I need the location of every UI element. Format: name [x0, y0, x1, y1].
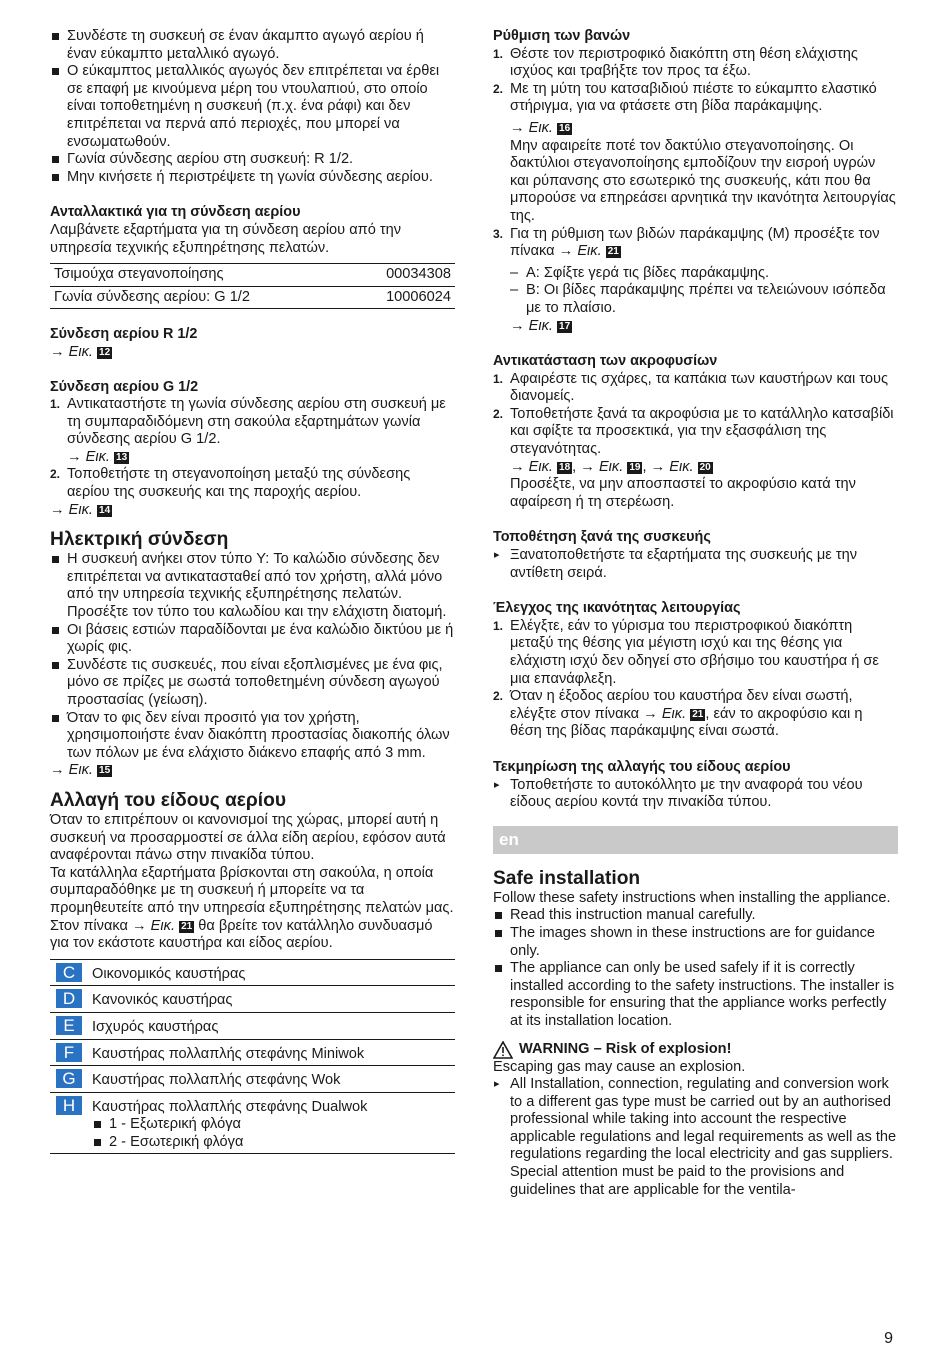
language-bar: en [493, 826, 898, 854]
step-text: Τοποθετήστε ξανά τα ακροφύσια με το κατάλληλο κατσαβίδι και σφίξτε τα προσεκτικά, για την εξασφάλιση της στεγανότητας. [510, 405, 894, 458]
table-row [50, 959, 455, 986]
fig-label: Εικ. [85, 448, 110, 465]
fig-label: Εικ. [150, 917, 175, 934]
electric-bullets [50, 551, 455, 762]
step-text: Αντικαταστήστε τη γωνία σύνδεσης αερίου στη συσκευή με τη συμπαραδιδόμενη στη σακούλα εξαρτημάτων γωνία σύνδεσης αερίου G 1/2. [67, 396, 446, 448]
step-number: 2. [493, 406, 504, 421]
fig-badge: 14 [99, 504, 111, 516]
fig-ref [50, 762, 455, 780]
burner-letter: F [56, 1043, 82, 1062]
valves-dash-list [493, 265, 898, 318]
warning-heading [493, 1041, 898, 1059]
step-note: Μην αφαιρείτε ποτέ τον δακτύλιο στεγανοποίησης. Οι δακτύλιοι στεγανοποίησης εμποδίζουν την εισροή υγρών και ρύπανσης στο εσωτερικό της συσκευής, κάτι που θα μπορούσε να επηρεάσει αρνητικά την ικανότητα λειτουργίας της. [510, 137, 896, 224]
arrow-icon: → [510, 458, 525, 475]
fig-label: Εικ. [528, 119, 553, 136]
arrow-icon: → [67, 448, 82, 465]
warning-title: WARNING – Risk of explosion! [519, 1040, 732, 1057]
list-item [493, 406, 898, 512]
gas-change-heading: Αλλαγή του είδους αερίου [50, 789, 286, 811]
table-row [50, 986, 455, 1013]
list-item: – A: Σφίξτε γερά τις βίδες παράκαμψης. [493, 265, 898, 283]
fig-badge: 21 [607, 246, 619, 258]
check-steps [493, 618, 898, 741]
nozzles-heading: Αντικατάσταση των ακροφυσίων [493, 353, 718, 370]
arrow-icon: → [650, 458, 666, 475]
step-text: Ελέγξτε, εάν το γύρισμα του περιστροφικού διακόπτη μεταξύ της θέσης για μέγιστη ισχύ και της θέσης για ελάχιστη ισχύ δεν οδηγεί στο σβήσιμο του καυστήρα ή σε μια επανάφλεξη. [510, 617, 879, 687]
table-cell: 10006024 [348, 286, 455, 309]
gas-change-paragraph: Όταν το επιτρέπουν οι κανονισμοί της χώρας, μπορεί αυτή η συσκευή να προσαρμοστεί σε άλλα είδη αερίου, εφόσον αυτά αναφέρονται πάνω στην πινακίδα τύπου. [50, 811, 446, 864]
burner-name: Κανονικός καυστήρας [92, 992, 233, 1009]
table-cell: Γωνία σύνδεσης αερίου: G 1/2 [50, 286, 348, 309]
list-item: Συνδέστε τη συσκευή σε έναν άκαμπτο αγωγό αερίου ή έναν εύκαμπτο μεταλλικό αγωγό. [50, 28, 455, 63]
safe-intro: Follow these safety instructions when installing the appliance. [493, 889, 891, 906]
left-column [50, 28, 455, 1154]
list-item: Γωνία σύνδεσης αερίου στη συσκευή: R 1/2. [50, 151, 455, 169]
dualwok-sublist [92, 1116, 455, 1151]
spares-text: Λαμβάνετε εξαρτήματα για τη σύνδεση αερίου από την υπηρεσία τεχνικής εξυπηρέτησης πελατών. [50, 221, 402, 256]
burner-letter: D [56, 989, 82, 1008]
burner-name: Καυστήρας πολλαπλής στεφάνης Wok [92, 1072, 341, 1089]
fig-ref: → Εικ. 18 , → Εικ. 19 , → Εικ. 20 [510, 458, 711, 475]
fig-badge: 16 [559, 122, 571, 134]
fig-badge: 12 [99, 346, 111, 358]
list-item: Όταν το φις δεν είναι προσιτό για τον χρήστη, χρησιμοποιήστε έναν διακόπτη προστασίας διακοπής όλων των πόλων με ένα ελάχιστο διάκενο επαφής από 3 mm. [50, 710, 455, 763]
doc-list [493, 777, 898, 812]
list-item [493, 81, 898, 226]
fig-ref [67, 449, 129, 465]
arrow-icon: → [50, 501, 65, 518]
burners-table [50, 959, 455, 1155]
arrow-icon: → [580, 458, 595, 475]
arrow-icon: → [558, 243, 574, 260]
list-item [493, 226, 898, 261]
right-column [493, 28, 898, 1199]
fig-label: Εικ. [528, 458, 553, 475]
fig-ref [510, 120, 898, 138]
step-number: 1. [493, 618, 504, 633]
step-number: 1. [493, 46, 504, 61]
fig-badge: 20 [699, 461, 711, 473]
list-item: Ο εύκαμπτος μεταλλικός αγωγός δεν επιτρέπεται να έρθει σε επαφή με κινούμενα μέρη του ντουλαπιού, στο οποίο είναι τοποθετημένη η συσκευή (π.χ. ένα ράφι) και δεν επιτρέπεται να περνά από περιοχές, που μπορεί να ενσωματωθούν. [50, 63, 455, 151]
fig-label: Εικ. [598, 458, 624, 475]
table-row [50, 1039, 455, 1066]
gas-connection-bullets [50, 28, 455, 186]
list-item [493, 371, 898, 406]
table-row [50, 286, 455, 309]
valves-heading: Ρύθμιση των βανών [493, 28, 631, 44]
reinstall-list [493, 547, 898, 582]
list-item: Read this instruction manual carefully. [493, 907, 898, 925]
list-item: Οι βάσεις εστιών παραδίδονται με ένα καλώδιο δικτύου με ή χωρίς φις. [50, 622, 455, 657]
list-item [493, 688, 898, 741]
fig-badge: 17 [559, 320, 571, 332]
fig-label: Εικ. [68, 501, 93, 518]
fig-badge: 15 [99, 765, 111, 777]
r12-heading: Σύνδεση αερίου R 1/2 [50, 326, 198, 343]
table-cell: Τσιμούχα στεγανοποίησης [50, 264, 348, 287]
list-item [493, 618, 898, 688]
g12-heading: Σύνδεση αερίου G 1/2 [50, 378, 199, 395]
list-item: Συνδέστε τις συσκευές, που είναι εξοπλισμένες με ένα φις, μόνο σε πρίζες με σωστά τοποθετημένη σύνδεση αγωγού προστασίας (γείωση). [50, 657, 455, 710]
burner-letter: E [56, 1016, 82, 1035]
burner-name: Καυστήρας πολλαπλής στεφάνης Dualwok [92, 1098, 368, 1115]
fig-badge: 21 [181, 920, 193, 932]
burner-name: Ισχυρός καυστήρας [92, 1018, 219, 1035]
list-item: ▸ All Installation, connection, regulating and conversion work to a different gas type must be carried out by an authorised professional while taking into account the respective applicable regulations and legal requirements as well as the regulations regarding the local electricity and gas suppliers. Special attention must be paid to the provisions and guidelines that are applicable for the ventila- [493, 1076, 898, 1199]
table-row [50, 1012, 455, 1039]
step-text: Θέστε τον περιστροφικό διακόπτη στη θέση ελάχιστης ισχύος και τραβήξτε τον προς τα έξω. [510, 45, 858, 80]
list-item: The images shown in these instructions are for guidance only. [493, 925, 898, 960]
arrow-icon: → [50, 343, 65, 360]
fig-label: Εικ. [661, 705, 687, 722]
arrow-icon: → [510, 317, 525, 334]
list-item: 2 - Εσωτερική φλόγα [92, 1134, 455, 1152]
fig-label: Εικ. [68, 762, 93, 779]
arrow-icon: → [132, 917, 147, 934]
step-number: 3. [493, 226, 504, 241]
list-item: The appliance can only be used safely if it is correctly installed according to the safety instructions. The installer is responsible for ensuring that the appliance works perfectly at its installation location. [493, 960, 898, 1030]
warning-icon [493, 1041, 513, 1059]
nozzles-steps [493, 371, 898, 512]
electric-heading: Ηλεκτρική σύνδεση [50, 529, 229, 551]
spares-heading: Ανταλλακτικά για τη σύνδεση αερίου [50, 204, 301, 221]
step-text: Τοποθετήστε τη στεγανοποίηση μεταξύ της σύνδεσης αερίου της συσκευής και της παροχής αερίου. [67, 466, 411, 501]
fig-label: Εικ. [669, 458, 694, 475]
burner-name: Οικονομικός καυστήρας [92, 965, 246, 982]
burner-name: Καυστήρας πολλαπλής στεφάνης Miniwok [92, 1045, 365, 1062]
list-item: ▸ Τοποθετήστε το αυτοκόλλητο με την αναφορά του νέου είδους αερίου κοντά την πινακίδα τύπου. [493, 777, 898, 812]
list-item: Η συσκευή ανήκει στον τύπο Y: Το καλώδιο σύνδεσης δεν επιτρέπεται να αντικατασταθεί από τον χρήστη, αλλά μόνο από την υπηρεσία τεχνικής εξυπηρέτησης πελατών. Προσέξτε τον τύπο του καλωδίου και την ελάχιστη διατομή. [50, 551, 455, 621]
list-item: 1 - Εξωτερική φλόγα [92, 1116, 455, 1134]
step-number: 2. [493, 689, 504, 704]
fig-badge: 19 [629, 461, 641, 473]
step-number: 1. [50, 397, 61, 412]
arrow-icon: → [643, 705, 658, 722]
list-item: – B: Οι βίδες παράκαμψης πρέπει να τελειώνουν ισόπεδα με το πλαίσιο. [493, 282, 898, 317]
paragraph-text: Τα κατάλληλα εξαρτήματα βρίσκονται στη σακούλα, η οποία συμπαραδόθηκε με τη συσκευή ή μπορείτε να τα προμηθευτείτε από την υπηρεσία εξυπηρέτησης πελατών μας. Στον πίνακα [50, 864, 454, 934]
burner-letter: G [56, 1069, 82, 1088]
fig-badge: 18 [559, 461, 571, 473]
step-note: Προσέξτε, να μην αποσπαστεί το ακροφύσιο κατά την αφαίρεση ή τη στερέωση. [510, 476, 856, 510]
doc-heading: Τεκμηρίωση της αλλαγής του είδους αερίου [493, 758, 791, 775]
arrow-icon: → [50, 762, 65, 779]
spares-table [50, 263, 455, 309]
valves-steps [493, 46, 898, 261]
step-text: Για τη ρύθμιση των βιδών παράκαμψης (M) προσέξτε τον πίνακα [510, 225, 880, 260]
step-number: 2. [493, 81, 504, 96]
list-item [493, 46, 898, 81]
fig-ref [50, 502, 455, 520]
warning-list [493, 1076, 898, 1199]
arrow-icon: → [510, 119, 525, 136]
list-item: ▸ Ξανατοποθετήστε τα εξαρτήματα της συσκευής με την αντίθετη σειρά. [493, 547, 898, 582]
check-heading: Έλεγχος της ικανότητας λειτουργίας [493, 600, 741, 617]
fig-label: Εικ. [528, 317, 553, 334]
fig-label: Εικ. [68, 343, 93, 360]
fig-ref [493, 318, 898, 336]
reinstall-heading: Τοποθέτηση ξανά της συσκευής [493, 529, 711, 546]
step-text: Όταν η έξοδος αερίου του καυστήρα δεν είναι σωστή, ελέγξτε στον πίνακα [510, 688, 853, 722]
step-text: Με τη μύτη του κατσαβιδιού πιέστε το εύκαμπτο ελαστικό στήριγμα, για να φτάσετε στη βίδα παράκαμψης. [510, 80, 877, 115]
burner-letter: H [56, 1096, 82, 1115]
gas-change-paragraph [50, 865, 455, 953]
table-row [50, 1092, 455, 1154]
burner-letter: C [56, 963, 82, 982]
fig-ref [50, 344, 455, 362]
list-item [50, 396, 455, 466]
safe-installation-heading: Safe installation [493, 867, 641, 889]
table-row [50, 264, 455, 287]
step-number: 2. [50, 467, 61, 482]
page-number: 9 [884, 1330, 893, 1347]
g12-steps [50, 396, 455, 502]
fig-badge: 21 [692, 708, 704, 720]
warning-text: Escaping gas may cause an explosion. [493, 1058, 746, 1075]
paragraph-text: θα βρείτε τον κατάλληλο συνδυασμό για τον εκάστοτε καυστήρα και είδος αερίου. [50, 917, 433, 952]
step-text: , εάν το ακροφύσιο και η θέση της βίδας παράκαμψης είναι σωστά. [510, 705, 863, 740]
fig-badge: 13 [116, 451, 128, 463]
safe-bullets [493, 907, 898, 1030]
step-text: Αφαιρέστε τις σχάρες, τα καπάκια των καυστήρων και τους διανομείς. [510, 370, 889, 405]
list-item [50, 466, 455, 501]
table-row [50, 1066, 455, 1093]
step-number: 1. [493, 371, 504, 386]
fig-label: Εικ. [577, 243, 602, 260]
list-item: Μην κινήσετε ή περιστρέψετε τη γωνία σύνδεσης αερίου. [50, 169, 455, 187]
table-cell: 00034308 [348, 264, 455, 287]
